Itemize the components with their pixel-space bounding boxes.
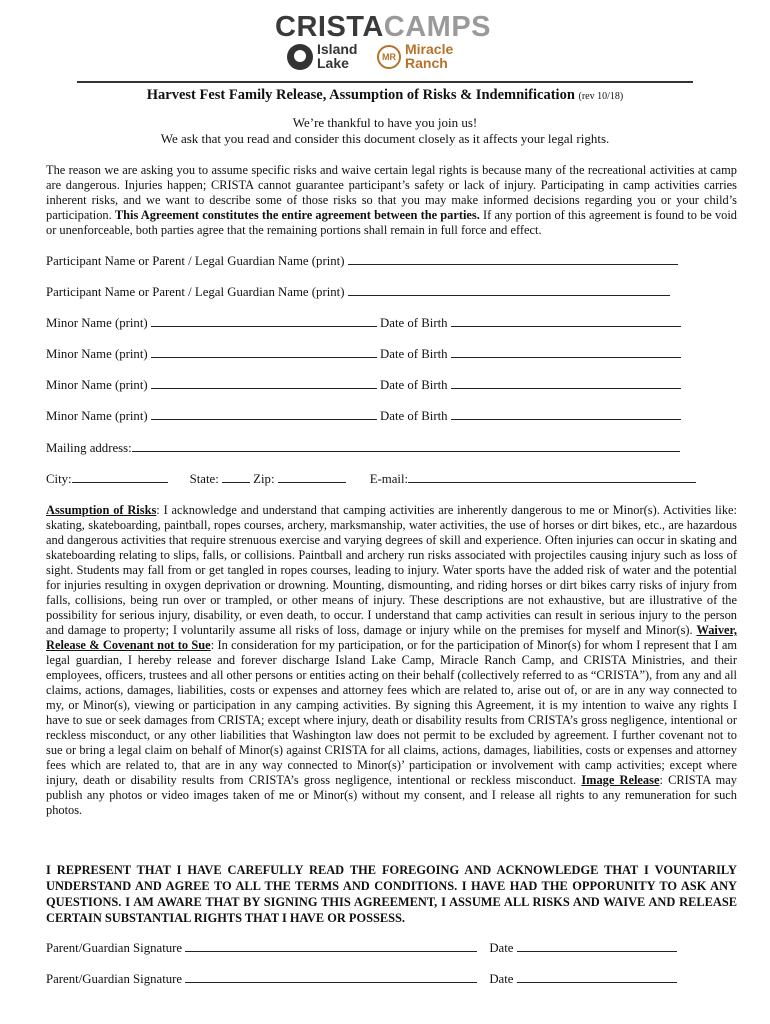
logo-wordmark: CRISTACAMPS: [275, 11, 492, 43]
date-of-birth-label: Date of Birth: [380, 378, 448, 392]
minor-name-label: Minor Name (print): [46, 409, 148, 423]
miracle-ranch-logo: MR Miracle Ranch: [377, 42, 497, 72]
city-field[interactable]: [72, 471, 168, 483]
minor-row-2: [46, 346, 681, 362]
date-label: Date: [489, 941, 514, 955]
risks-paragraph: Assumption of Risks: I acknowledge and understand that camping activities are inherently dangerous to me or Minor(s). Activities like: skating, skateboarding, paintball, ropes courses, archery, marksmanship, water activities, the use of horses or dirt bikes, etc., are hazardous and dangerous activities that require strenuous exercise and varying degrees of skill and experience. Often injuries can occur in skating and skateboarding relating to slips, falls, or collisions. Paintball and archery run risks associated with projectiles causing injury such as loss of sight. Students may fall from or get tangled in ropes courses, leading to injury. Water sports have the added risk of water and the potential for injuries resulting in oxygen deprivation or drowning. Mounting, dismounting, and riding horses or dirt bikes carry risks of injury from falls, collisions, being run over or trampled, or other means of injury. These descriptions are not exhaustive, but are illustrative of the possibility for serious injury, disability, or even death, to occur. I understand that camp activities can result in serious injury to the person and damage to property; I voluntarily assume all risks of loss, damage or injury while on the premises for myself and Minor(s). Waiver, Release & Covenant not to Sue: In consideration for my participation, or for the participation of Minor(s) for whom I represent that I am legal guardian, I hereby release and forever discharge Island Lake Camp, Miracle Ranch Camp, and CRISTA Ministries, and their employees, officers, trustees and all other persons or entities acting on their behalf (collectively referred to as “CRISTA”), from any and all claims, actions, damages, liabilities, costs or expenses and attorney fees which are related to, arise out of, or are in any way connected to my, or Minor(s), viewing or participation in any camping activities. By signing this Agreement, it is my intention to waive any rights I have to sue or seek damages from CRISTA; except where injury, death or disability results from CRISTA’s gross negligence, intentional or reckless misconduct, or any other liabilities that Washington law does not permit to be excluded by agreement. I further covenant not to sue or bring a legal claim on behalf of Minor(s) against CRISTA for all claims, actions, damages, liabilities, costs or expenses and attorney fees which are related to, that are in any way connected to Minor(s)’ participation or involvement with camp activities; except where injury, death or disability results from CRISTA’s gross negligence, intentional or reckless misconduct. Image Release: CRISTA may publish any photos or video images taken of me or Minor(s) without my consent, and I release all rights to any remuneration for such photos.: [46, 503, 737, 817]
date-field[interactable]: [517, 940, 677, 952]
participant-name-field-2[interactable]: Participant Name or Parent / Legal Guardian Name (print): [46, 284, 670, 300]
minor-row-4: [46, 408, 681, 424]
intro-paragraph: The reason we are asking you to assume specific risks and waive certain legal rights is because many of the recreational activities at camp are dangerous. Injuries happen; CRISTA cannot guarantee participant’s safety or lack of injury. Participating in camp activities carries inherent risks, and we want to describe some of those risks so that you may make informed decisions regarding you or your child’s participation. This Agreement constitutes the entire agreement between the parties. If any portion of this agreement is found to be void or unenforceable, both parties agree that the remaining portions shall remain in full force and effect.: [46, 163, 737, 237]
signature-label: Parent/Guardian Signature: [46, 972, 183, 986]
date-of-birth-field[interactable]: [451, 408, 681, 420]
participant-name-field-1[interactable]: Participant Name or Parent / Legal Guardian Name (print): [46, 253, 678, 269]
minor-name-field[interactable]: [151, 315, 377, 327]
minor-name-field[interactable]: [151, 377, 377, 389]
signature-field[interactable]: [185, 940, 477, 952]
island-lake-logo: Island Lake: [287, 42, 367, 72]
intro-read: We ask that you read and consider this document closely as it affects your legal rights.: [160, 131, 610, 146]
intro-thanks: We’re thankful to have you join us!: [292, 115, 478, 130]
revision-label: (rev 10/18): [578, 91, 624, 102]
zip-field[interactable]: [278, 471, 346, 483]
minor-name-label: Minor Name (print): [46, 378, 148, 392]
date-of-birth-field[interactable]: [451, 346, 681, 358]
signature-row-2: [46, 971, 677, 987]
minor-name-field[interactable]: [151, 408, 377, 420]
mailing-address-field[interactable]: Mailing address:: [46, 440, 680, 456]
date-of-birth-label: Date of Birth: [380, 347, 448, 361]
minor-name-label: Minor Name (print): [46, 316, 148, 330]
minor-name-label: Minor Name (print): [46, 347, 148, 361]
email-field[interactable]: [408, 471, 696, 483]
state-label: State:: [189, 472, 219, 486]
waiver-heading: Waiver, Release & Covenant not to Sue: [46, 623, 737, 652]
address-row: [46, 471, 696, 487]
date-of-birth-label: Date of Birth: [380, 316, 448, 330]
assumption-of-risks-heading: Assumption of Risks: [46, 503, 157, 517]
date-of-birth-field[interactable]: [451, 315, 681, 327]
email-label: E-mail:: [369, 472, 409, 486]
date-of-birth-field[interactable]: [451, 377, 681, 389]
document-title: Harvest Fest Family Release, Assumption of Risks & Indemnification (rev 10/18): [146, 87, 624, 103]
header-divider: [77, 81, 693, 83]
miracle-ranch-icon: MR: [377, 45, 401, 69]
city-label: City:: [46, 472, 72, 486]
minor-row-3: [46, 377, 681, 393]
zip-label: Zip:: [253, 472, 275, 486]
signature-row-1: [46, 940, 677, 956]
island-lake-icon: [287, 44, 313, 70]
state-field[interactable]: [222, 471, 250, 483]
minor-name-field[interactable]: [151, 346, 377, 358]
signature-field[interactable]: [185, 971, 477, 983]
acknowledgement-statement: I REPRESENT THAT I HAVE CAREFULLY READ THE FOREGOING AND ACKNOWLEDGE THAT I VOUNTARILY UNDERSTAND AND AGREE TO ALL THE TERMS AND CONDITIONS. I HAVE HAD THE OPPORUNITY TO ASK ANY QUESTIONS. I AM AWARE THAT BY SIGNING THIS AGREEMENT, I ASSUME ALL RISKS AND WAIVE AND RELEASE CERTAIN SUBSTANTIAL RIGHTS THAT I HAVE OR POSSESS.: [46, 863, 737, 925]
date-field[interactable]: [517, 971, 677, 983]
signature-label: Parent/Guardian Signature: [46, 941, 183, 955]
image-release-heading: Image Release: [581, 773, 660, 787]
date-label: Date: [489, 972, 514, 986]
minor-row-1: [46, 315, 681, 331]
crista-camps-logo: [275, 11, 495, 74]
date-of-birth-label: Date of Birth: [380, 409, 448, 423]
